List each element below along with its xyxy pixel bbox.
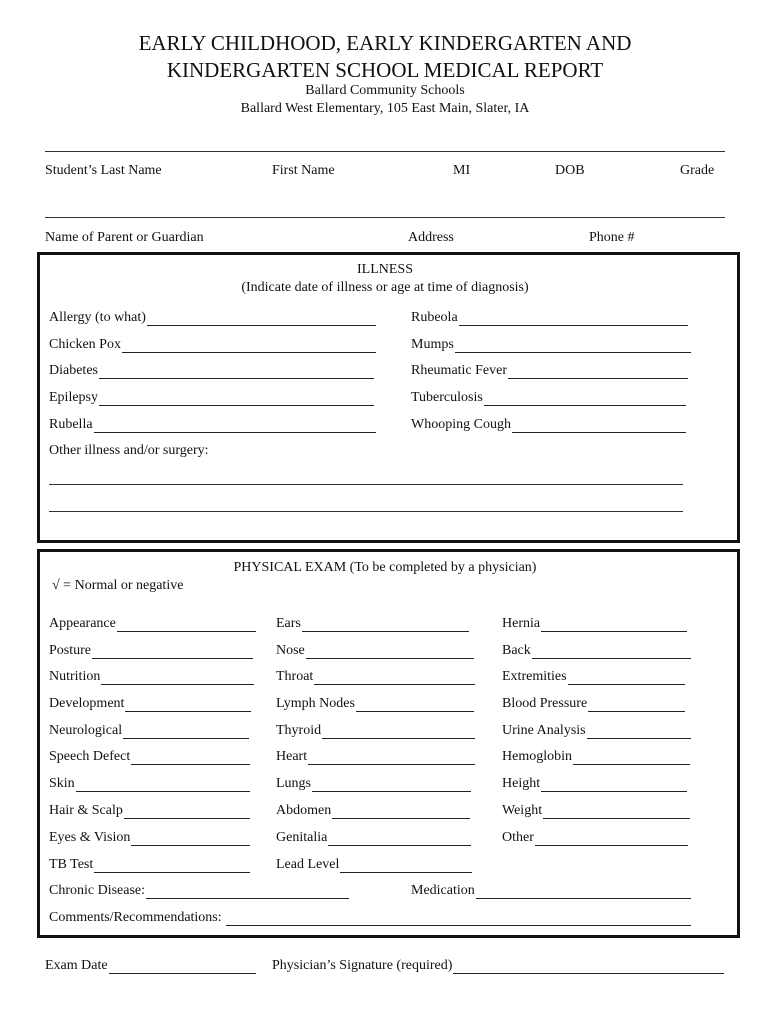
exam-blank[interactable] xyxy=(541,778,687,792)
exam-field-weight[interactable]: Weight xyxy=(502,803,690,819)
illness-blank[interactable] xyxy=(94,419,376,433)
parent-name-label: Name of Parent or Guardian xyxy=(45,230,204,245)
exam-field-speech-defect[interactable]: Speech Defect xyxy=(49,749,250,765)
physical-exam-section xyxy=(37,549,740,938)
exam-field-nutrition[interactable]: Nutrition xyxy=(49,669,254,685)
illness-blank[interactable] xyxy=(122,339,376,353)
address-label: Address xyxy=(408,230,454,245)
exam-field-neurological[interactable]: Neurological xyxy=(49,723,249,739)
illness-blank[interactable] xyxy=(459,312,688,326)
grade-label: Grade xyxy=(680,163,715,178)
exam-blank[interactable] xyxy=(226,912,691,926)
exam-field-hair-scalp[interactable]: Hair & Scalp xyxy=(49,803,250,819)
illness-field-rubeola[interactable]: Rubeola xyxy=(411,310,688,326)
physical-exam-title: PHYSICAL EXAM (To be completed by a physician) xyxy=(233,560,537,575)
exam-blank[interactable] xyxy=(92,645,253,659)
exam-blank[interactable] xyxy=(328,832,471,846)
illness-subtitle: (Indicate date of illness or age at time of diagnosis) xyxy=(241,280,529,295)
exam-field-throat[interactable]: Throat xyxy=(276,669,475,685)
illness-field-whooping-cough[interactable]: Whooping Cough xyxy=(411,417,686,433)
illness-field-tuberculosis[interactable]: Tuberculosis xyxy=(411,390,686,406)
exam-blank[interactable] xyxy=(94,859,250,873)
illness-field-rheumatic-fever[interactable]: Rheumatic Fever xyxy=(411,363,688,379)
exam-date-field[interactable]: Exam Date xyxy=(45,958,256,974)
exam-field-nose[interactable]: Nose xyxy=(276,643,474,659)
dob-label: DOB xyxy=(555,163,585,178)
illness-blank[interactable] xyxy=(99,365,374,379)
exam-field-tb-test[interactable]: TB Test xyxy=(49,857,250,873)
illness-blank[interactable] xyxy=(508,365,688,379)
illness-blank[interactable] xyxy=(455,339,691,353)
phone-label: Phone # xyxy=(589,230,635,245)
illness-field-epilepsy[interactable]: Epilepsy xyxy=(49,390,374,406)
exam-blank[interactable] xyxy=(76,778,250,792)
exam-blank[interactable] xyxy=(543,805,690,819)
exam-blank[interactable] xyxy=(314,671,475,685)
exam-blank[interactable] xyxy=(332,805,470,819)
physician-signature-field[interactable]: Physician’s Signature (required) xyxy=(272,958,724,974)
exam-blank[interactable] xyxy=(535,832,688,846)
exam-blank[interactable] xyxy=(532,645,691,659)
exam-blank[interactable] xyxy=(476,885,691,899)
exam-blank[interactable] xyxy=(131,832,250,846)
illness-blank[interactable] xyxy=(484,392,686,406)
first-name-label: First Name xyxy=(272,163,335,178)
exam-blank[interactable] xyxy=(340,859,472,873)
other-illness-line-2[interactable] xyxy=(49,511,683,512)
exam-field-eyes-vision[interactable]: Eyes & Vision xyxy=(49,830,250,846)
illness-title: ILLNESS xyxy=(357,262,413,277)
medication-field[interactable]: Medication xyxy=(411,883,691,899)
student-last-name-label: Student’s Last Name xyxy=(45,163,162,178)
exam-blank[interactable] xyxy=(322,725,475,739)
exam-field-abdomen[interactable]: Abdomen xyxy=(276,803,470,819)
exam-blank[interactable] xyxy=(131,751,250,765)
exam-field-ears[interactable]: Ears xyxy=(276,616,469,632)
exam-field-hemoglobin[interactable]: Hemoglobin xyxy=(502,749,690,765)
form-title-line2: KINDERGARTEN SCHOOL MEDICAL REPORT xyxy=(166,58,604,82)
student-info-line[interactable] xyxy=(45,151,725,152)
illness-field-chicken-pox[interactable]: Chicken Pox xyxy=(49,337,376,353)
exam-field-other[interactable]: Other xyxy=(502,830,688,846)
comments-field[interactable]: Comments/Recommendations: xyxy=(49,910,691,926)
normal-legend: √ = Normal or negative xyxy=(52,578,184,593)
exam-blank[interactable] xyxy=(588,698,685,712)
illness-blank[interactable] xyxy=(147,312,376,326)
exam-blank[interactable] xyxy=(117,618,256,632)
exam-blank[interactable] xyxy=(312,778,471,792)
school-address: Ballard West Elementary, 105 East Main, Slater, IA xyxy=(240,101,530,116)
illness-field-rubella[interactable]: Rubella xyxy=(49,417,376,433)
exam-blank[interactable] xyxy=(306,645,474,659)
form-title-line1: EARLY CHILDHOOD, EARLY KINDERGARTEN AND xyxy=(138,31,632,55)
exam-blank[interactable] xyxy=(123,725,249,739)
exam-field-lymph-nodes[interactable]: Lymph Nodes xyxy=(276,696,474,712)
exam-field-hernia[interactable]: Hernia xyxy=(502,616,687,632)
mi-label: MI xyxy=(453,163,471,178)
district-name: Ballard Community Schools xyxy=(305,83,465,98)
exam-field-urine-analysis[interactable]: Urine Analysis xyxy=(502,723,691,739)
exam-field-lungs[interactable]: Lungs xyxy=(276,776,471,792)
exam-blank[interactable] xyxy=(568,671,685,685)
exam-blank[interactable] xyxy=(125,698,251,712)
illness-blank[interactable] xyxy=(512,419,686,433)
exam-field-development[interactable]: Development xyxy=(49,696,251,712)
exam-field-blood-pressure[interactable]: Blood Pressure xyxy=(502,696,685,712)
exam-field-extremities[interactable]: Extremities xyxy=(502,669,685,685)
exam-blank[interactable] xyxy=(101,671,254,685)
exam-blank[interactable] xyxy=(356,698,474,712)
exam-blank[interactable] xyxy=(308,751,475,765)
exam-field-lead-level[interactable]: Lead Level xyxy=(276,857,472,873)
exam-field-genitalia[interactable]: Genitalia xyxy=(276,830,471,846)
other-illness-line-1[interactable] xyxy=(49,484,683,485)
exam-field-skin[interactable]: Skin xyxy=(49,776,250,792)
exam-blank[interactable] xyxy=(573,751,690,765)
chronic-disease-field[interactable]: Chronic Disease: xyxy=(49,883,349,899)
parent-info-line[interactable] xyxy=(45,217,725,218)
exam-blank[interactable] xyxy=(302,618,469,632)
signature-blank[interactable] xyxy=(453,960,724,974)
exam-field-back[interactable]: Back xyxy=(502,643,691,659)
other-illness-label: Other illness and/or surgery: xyxy=(49,443,209,458)
exam-field-height[interactable]: Height xyxy=(502,776,687,792)
illness-field-allergy[interactable]: Allergy (to what) xyxy=(49,310,376,326)
exam-date-blank[interactable] xyxy=(109,960,256,974)
exam-blank[interactable] xyxy=(587,725,691,739)
exam-blank[interactable] xyxy=(146,885,349,899)
exam-field-heart[interactable]: Heart xyxy=(276,749,475,765)
illness-field-mumps[interactable]: Mumps xyxy=(411,337,691,353)
illness-blank[interactable] xyxy=(99,392,374,406)
exam-blank[interactable] xyxy=(124,805,250,819)
illness-field-diabetes[interactable]: Diabetes xyxy=(49,363,374,379)
exam-field-thyroid[interactable]: Thyroid xyxy=(276,723,475,739)
exam-field-appearance[interactable]: Appearance xyxy=(49,616,256,632)
exam-blank[interactable] xyxy=(541,618,687,632)
exam-field-posture[interactable]: Posture xyxy=(49,643,253,659)
